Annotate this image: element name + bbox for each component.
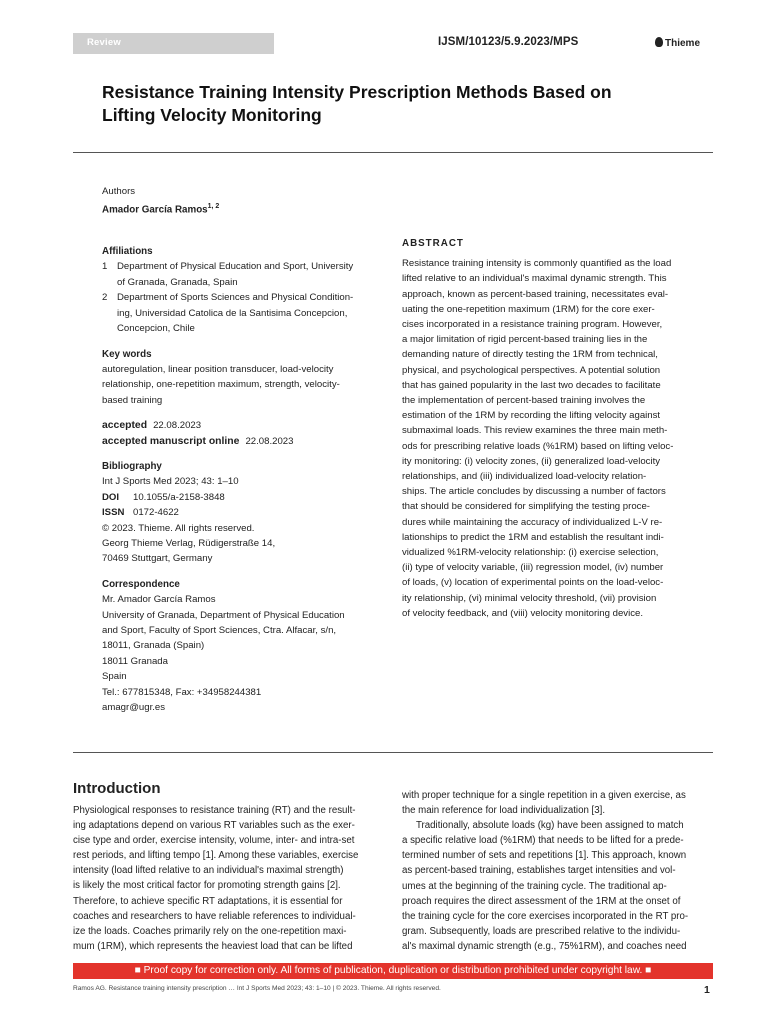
text-line: the main reference for load individualization [3].	[402, 805, 606, 817]
authors-label: Authors	[102, 186, 136, 197]
affiliations-label: Affiliations	[102, 246, 153, 258]
affiliation-line: Department of Physical Education and Sport, University	[117, 261, 354, 273]
footer-citation: Ramos AG. Resistance training intensity prescription … Int J Sports Med 2023; 43: 1–10 | © 2023. Thieme. All rights reserved.	[73, 985, 441, 992]
abstract-body	[402, 256, 686, 621]
abstract-section	[402, 236, 686, 621]
correspondence-email[interactable]: amagr@ugr.es	[102, 702, 166, 714]
correspondence-line: 18011 Granada	[102, 655, 168, 667]
accepted-date: 22.08.2023	[153, 420, 202, 432]
top-divider	[73, 152, 713, 153]
text-line: Physiological responses to resistance training (RT) and the result-	[73, 805, 356, 816]
text-line: cise type and order, exercise intensity, volume, inter- and intra-set	[73, 835, 355, 847]
text-line: gram. Subsequently, loads are prescribed relative to the individu-	[402, 925, 681, 937]
text-line: of loads, (v) location of experimental points on the load-veloc-	[402, 577, 664, 589]
publisher-address-line: 70469 Stuttgart, Germany	[102, 553, 213, 565]
online-row	[102, 434, 384, 449]
correspondence-line: Spain	[102, 671, 127, 683]
doi-value[interactable]: 10.1055/a-2158-3848	[133, 491, 225, 503]
correspondence-line: Mr. Amador García Ramos	[102, 594, 216, 606]
issn-value: 0172-4622	[133, 507, 179, 519]
keywords-label: Key words	[102, 348, 152, 360]
text-line: physical, and psychological perspectives. A potential solution	[402, 364, 661, 376]
text-line: uating the one-repetition maximum (1RM) for the core exer-	[402, 303, 655, 315]
text-line: the training cycle for the core exercises incorporated in the RT pro-	[402, 910, 689, 922]
publisher-name: Thieme	[665, 38, 701, 49]
article-title	[102, 81, 662, 127]
text-line: a specific relative load (%1RM) that needs to be lifted for a prede-	[402, 835, 684, 847]
affiliation-item	[102, 290, 384, 336]
online-label: accepted manuscript online	[102, 435, 240, 447]
text-line: of velocity feedback, and (viii) velocity monitoring device.	[402, 607, 644, 619]
text-line: lifted relative to an individual's maximal dynamic strength. This	[402, 273, 667, 285]
copyright: © 2023. Thieme. All rights reserved.	[102, 522, 255, 534]
text-line: Traditionally, absolute loads (kg) have been assigned to match	[416, 820, 684, 832]
text-line: ing adaptations depend on various RT variables such as the exer-	[73, 820, 355, 832]
text-line: the implementation of percent-based training involves the	[402, 395, 646, 407]
affiliation-line: of Granada, Granada, Spain	[117, 276, 238, 288]
text-line: dures while maintaining the accuracy of individualized L-V re-	[402, 516, 663, 528]
text-line: proach requires the direct assessment of the 1RM at the onset of	[402, 895, 681, 907]
bibliography-label: Bibliography	[102, 460, 162, 472]
text-line: that should be considered for simplifying the testing proce-	[402, 501, 650, 513]
text-line: that has gained popularity in the last two decades to facilitate	[402, 379, 661, 391]
author-affiliation-sup: 1, 2	[207, 203, 220, 211]
online-date: 22.08.2023	[245, 435, 294, 447]
page-number: 1	[704, 984, 710, 996]
doi-label: DOI	[102, 491, 120, 503]
text-line: vidualized %1RM-velocity relationship: (i) exercise selection,	[402, 547, 659, 559]
text-line: ize the loads. Coaches primarily rely on the one-repetition maxi-	[73, 925, 347, 937]
text-line: with proper technique for a single repetition in a given exercise, as	[402, 790, 686, 801]
correspondence-line: University of Granada, Department of Physical Education	[102, 609, 345, 621]
correspondence-line: Tel.: 677815348, Fax: +34958244381	[102, 686, 262, 698]
correspondence-line: and Sport, Faculty of Sport Sciences, Ctra. Alfacar, s/n,	[102, 625, 337, 637]
correspondence-section	[102, 577, 384, 716]
author-name-text: Amador García Ramos	[102, 204, 208, 216]
text-line: as percent-based training, establishes target intensities and vol-	[402, 865, 676, 877]
text-line: intensity (load lifted relative to an individual's maximal strength)	[73, 865, 344, 877]
correspondence-label: Correspondence	[102, 578, 180, 590]
affiliation-number: 2	[102, 292, 108, 304]
proof-notice-banner: ■ Proof copy for correction only. All forms of publication, duplication or distribution prohibited under copyright law. ■	[73, 963, 713, 979]
bottom-divider	[73, 752, 713, 753]
text-line: submaximal loads. This review examines the three main meth-	[402, 425, 668, 437]
text-line: mum (1RM), which represents the heaviest load that can be lifted	[73, 940, 353, 952]
intro-paragraph	[402, 818, 713, 954]
accepted-label: accepted	[102, 420, 148, 432]
title-line-2: Lifting Velocity Monitoring	[102, 105, 322, 125]
introduction-heading: Introduction	[73, 780, 161, 797]
publisher-address-line: Georg Thieme Verlag, Rüdigerstraße 14,	[102, 537, 276, 549]
text-line: relationships, and (iii) individualized load-velocity relation-	[402, 471, 647, 483]
citation: Int J Sports Med 2023; 43: 1–10	[102, 476, 239, 488]
text-line: umes at the beginning of the training cycle. The traditional ap-	[402, 880, 667, 892]
affiliations-section	[102, 244, 384, 336]
abstract-heading: ABSTRACT	[402, 238, 464, 249]
keywords-section	[102, 347, 384, 409]
text-line: Resistance training intensity is commonly quantified as the load	[402, 258, 672, 270]
affiliation-line: ing, Universidad Catolica de la Santisima Concepcion,	[117, 307, 348, 319]
title-line-1: Resistance Training Intensity Prescription Methods Based on	[102, 82, 612, 102]
text-line: ships. The article concludes by discussing a number of factors	[402, 486, 666, 498]
section-tag	[73, 33, 274, 54]
intro-paragraph	[402, 788, 713, 818]
text-line: lationships to predict the 1RM and establish the resultant indi-	[402, 531, 664, 543]
correspondence-line: 18011, Granada (Spain)	[102, 640, 205, 652]
article-info-column	[102, 184, 384, 715]
author-name	[102, 199, 384, 218]
text-line: al's maximal dynamic strength (e.g., 75%1RM), and coaches need	[402, 940, 687, 952]
affiliation-item	[102, 259, 384, 290]
journal-doi-header: IJSM/10123/5.9.2023/MPS	[438, 36, 579, 48]
thieme-logo-icon	[655, 37, 663, 47]
accepted-row	[102, 418, 384, 433]
text-line: cises incorporated in a resistance training program. However,	[402, 319, 663, 331]
intro-column-1	[73, 803, 386, 954]
publisher-brand	[655, 37, 700, 49]
intro-column-2	[402, 788, 713, 954]
bibliography-section	[102, 459, 384, 567]
text-line: ods for prescribing relative loads (%1RM) based on lifting veloc-	[402, 440, 674, 452]
affiliation-line: Concepcion, Chile	[117, 323, 195, 335]
text-line: Therefore, to achieve specific RT adaptations, it is essential for	[73, 895, 343, 907]
affiliation-number: 1	[102, 261, 108, 273]
text-line: (ii) type of velocity variable, (iii) regression model, (iv) number	[402, 562, 664, 574]
text-line: estimation of the 1RM by recording the lifting velocity against	[402, 410, 661, 422]
text-line: coaches and researchers to have reliable references to individual-	[73, 910, 356, 922]
keywords-line: based training	[102, 394, 163, 406]
section-tag-label: Review	[87, 37, 121, 48]
keywords-line: autoregulation, linear position transducer, load-velocity	[102, 363, 334, 375]
issn-row	[102, 505, 384, 520]
text-line: termined number of sets and repetitions [1]. This approach, known	[402, 850, 687, 862]
doi-row	[102, 490, 384, 505]
dates-section	[102, 418, 384, 449]
text-line: ity relationship, (vi) minimal velocity threshold, (vii) provision	[402, 592, 657, 604]
text-line: a major limitation of rigid percent-based training lies in the	[402, 334, 648, 346]
authors-section	[102, 184, 384, 218]
text-line: rest periods, and lifting tempo [1]. Among these variables, exercise	[73, 850, 359, 862]
issn-label: ISSN	[102, 507, 125, 519]
keywords-line: relationship, one-repetition maximum, strength, velocity-	[102, 379, 340, 391]
text-line: is likely the most critical factor for promoting strength gains [2].	[73, 880, 341, 892]
text-line: demanding nature of directly testing the 1RM from technical,	[402, 349, 658, 361]
text-line: ity monitoring: (i) velocity zones, (ii) generalized load-velocity	[402, 455, 661, 467]
affiliation-line: Department of Sports Sciences and Physical Condition-	[117, 292, 354, 304]
text-line: approach, known as percent-based training, necessitates eval-	[402, 288, 669, 300]
